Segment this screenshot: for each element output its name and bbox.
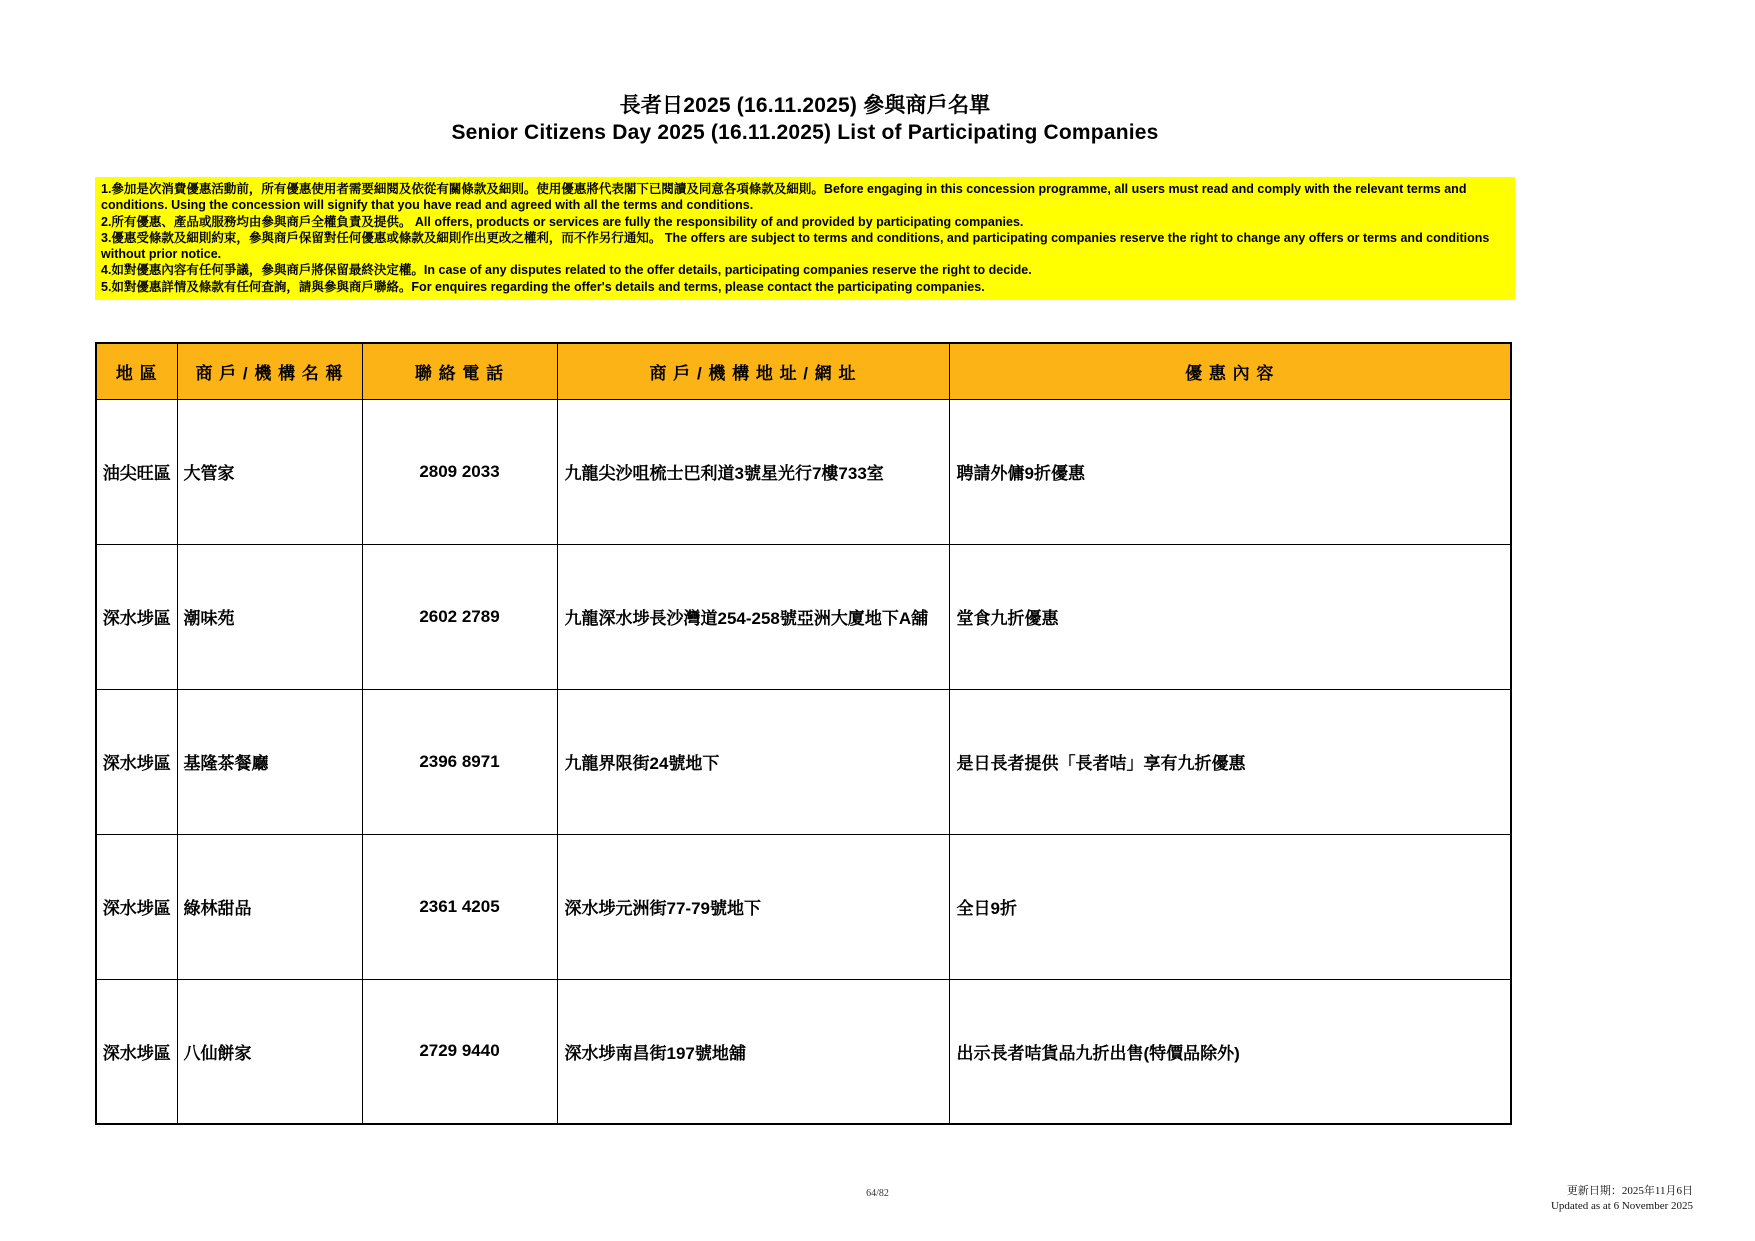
- table-row: [96, 689, 1511, 834]
- updated-date: [1551, 1184, 1693, 1214]
- cell-district: 深水埗區: [96, 544, 177, 689]
- cell-phone: 2361 4205: [362, 834, 557, 979]
- terms-item: 1.參加是次消費優惠活動前，所有優惠使用者需要細閱及依從有關條款及細則。使用優惠將代表閣下已閱讀及同意各項條款及細則。Before engaging in this concession programme, all users must read and comply with the relevant terms and conditions. Using the concession will signify that you have read and agreed with all the terms and conditions.: [101, 182, 1467, 213]
- cell-address: 九龍深水埗長沙灣道254-258號亞洲大廈地下A舖: [557, 544, 949, 689]
- cell-merchant-name: 潮味苑: [177, 544, 362, 689]
- terms-item: 4.如對優惠內容有任何爭議，參與商戶將保留最終決定權。In case of any disputes related to the offer details, participating companies reserve the right to decide.: [101, 263, 1032, 278]
- table-row: [96, 979, 1511, 1124]
- terms-and-conditions-notice: [95, 177, 1515, 300]
- column-header-name: 商 戶 / 機 構 名 稱: [177, 343, 362, 399]
- column-header-phone: 聯 絡 電 話: [362, 343, 557, 399]
- cell-phone: 2602 2789: [362, 544, 557, 689]
- column-header-district: 地 區: [96, 343, 177, 399]
- cell-address: 九龍界限街24號地下: [557, 689, 949, 834]
- cell-address: 深水埗元洲街77-79號地下: [557, 834, 949, 979]
- cell-district: 深水埗區: [96, 834, 177, 979]
- table-row: [96, 834, 1511, 979]
- table-row: [96, 544, 1511, 689]
- cell-phone: 2396 8971: [362, 689, 557, 834]
- cell-offer: 聘請外傭9折優惠: [949, 399, 1511, 544]
- page-title-english: Senior Citizens Day 2025 (16.11.2025) List of Participating Companies: [451, 121, 1159, 144]
- cell-phone: 2809 2033: [362, 399, 557, 544]
- terms-item: 5.如對優惠詳情及條款有任何查詢，請與參與商戶聯絡。For enquires regarding the offer's details and terms, please contact the participating companies.: [101, 279, 985, 294]
- cell-offer: 堂食九折優惠: [949, 544, 1511, 689]
- cell-phone: 2729 9440: [362, 979, 557, 1124]
- updated-date-chinese: 更新日期：2025年11月6日: [1566, 1185, 1693, 1197]
- cell-address: 九龍尖沙咀梳士巴利道3號星光行7樓733室: [557, 399, 949, 544]
- cell-offer: 出示長者咭貨品九折出售(特價品除外): [949, 979, 1511, 1124]
- page-number: 64/82: [866, 1188, 889, 1199]
- cell-district: 深水埗區: [96, 689, 177, 834]
- column-header-address: 商 戶 / 機 構 地 址 / 網 址: [557, 343, 949, 399]
- cell-offer: 全日9折: [949, 834, 1511, 979]
- page-title: [95, 92, 1515, 146]
- updated-date-english: Updated as at 6 November 2025: [1550, 1200, 1693, 1212]
- page-title-chinese: 長者日2025 (16.11.2025) 參與商戶名單: [619, 94, 991, 117]
- cell-address: 深水埗南昌街197號地舖: [557, 979, 949, 1124]
- table-row: [96, 399, 1511, 544]
- cell-district: 深水埗區: [96, 979, 177, 1124]
- table-header-row: [96, 343, 1511, 399]
- column-header-offer: 優 惠 內 容: [949, 343, 1511, 399]
- cell-merchant-name: 基隆茶餐廳: [177, 689, 362, 834]
- cell-offer: 是日長者提供「長者咭」享有九折優惠: [949, 689, 1511, 834]
- terms-item: 2.所有優惠、產品或服務均由參與商戶全權負責及提供。 All offers, products or services are fully the responsibility of and provided by participating companies.: [101, 214, 1024, 229]
- table-body: [96, 399, 1511, 1124]
- cell-merchant-name: 八仙餅家: [177, 979, 362, 1124]
- cell-merchant-name: 綠林甜品: [177, 834, 362, 979]
- terms-item: 3.優惠受條款及細則約束，參與商戶保留對任何優惠或條款及細則作出更改之權利，而不作另行通知。 The offers are subject to terms and conditions, and participating companies reserve the right to change any offers or terms and conditions without prior notice.: [101, 230, 1490, 262]
- participating-companies-table: [95, 342, 1512, 1125]
- cell-district: 油尖旺區: [96, 399, 177, 544]
- cell-merchant-name: 大管家: [177, 399, 362, 544]
